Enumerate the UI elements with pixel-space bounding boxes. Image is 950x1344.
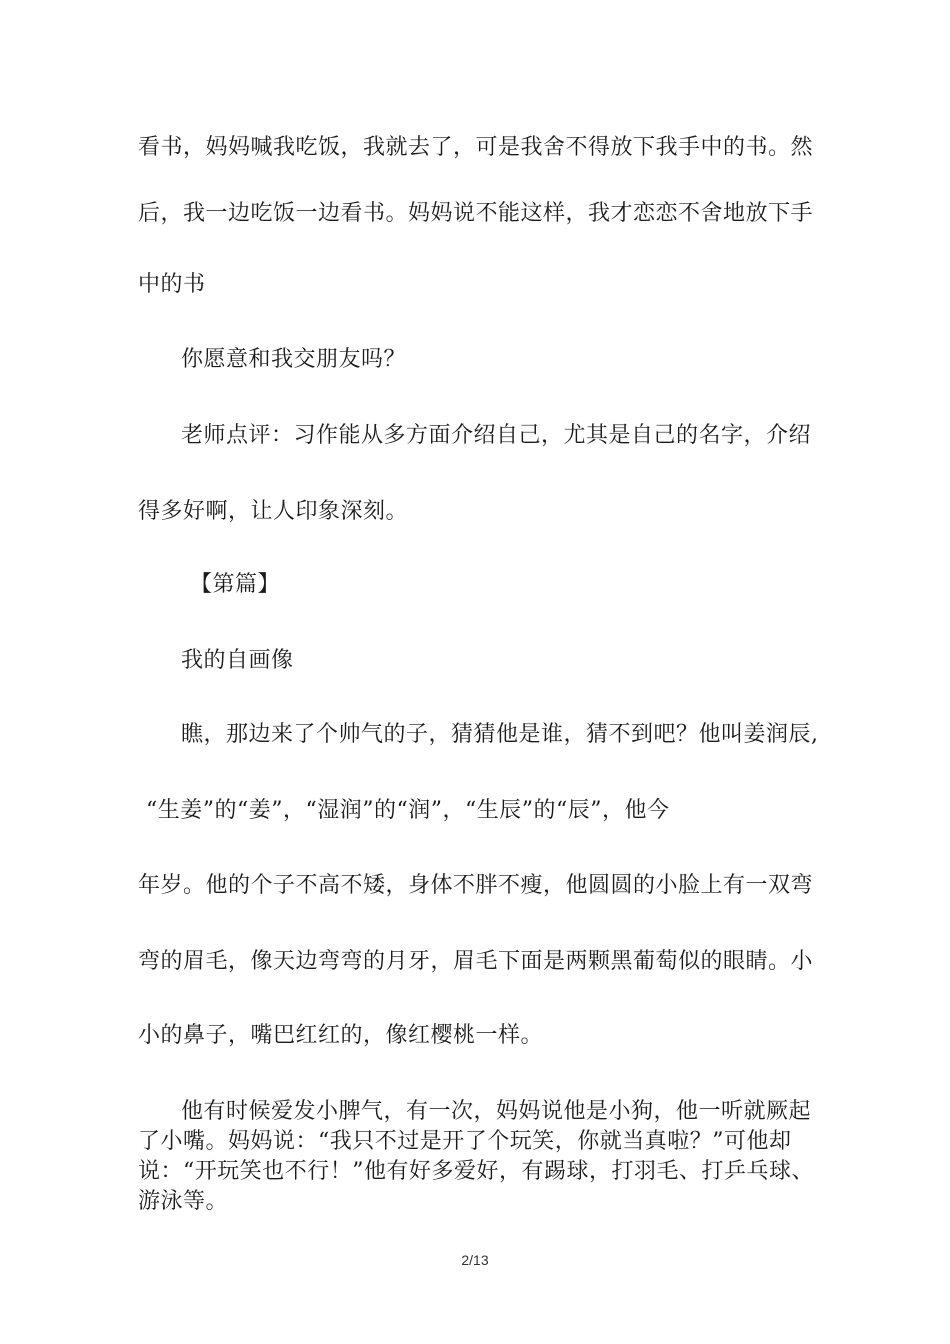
paragraph-line: 后，我一边吃饭一边看书。妈妈说不能这样，我才恋恋不舍地放下手 (138, 201, 814, 226)
paragraph-line: 了小嘴。妈妈说：“我只不过是开了个玩笑，你就当真啦？”可他却 (138, 1129, 792, 1154)
paragraph-line: 瞧，那边来了个帅气的子，猜猜他是谁，猜不到吧？他叫姜润辰, (181, 722, 819, 747)
paragraph-line: 中的书 (138, 272, 206, 297)
essay-title: 我的自画像 (181, 648, 294, 673)
paragraph-line: 弯的眉毛，像天边弯弯的月牙，眉毛下面是两颗黑葡萄似的眼睛。小 (138, 949, 814, 974)
paragraph-line: 看书，妈妈喊我吃饭，我就去了，可是我舍不得放下我手中的书。然 (138, 135, 814, 160)
section-heading: 【第篇】 (190, 572, 281, 597)
teacher-comment-line: 得多好啊，让人印象深刻。 (138, 499, 409, 524)
paragraph-line: 你愿意和我交朋友吗？ (181, 347, 407, 372)
teacher-comment-line: 老师点评：习作能从多方面介绍自己，尤其是自己的名字，介绍 (181, 423, 812, 448)
paragraph-line: 游泳等。 (138, 1189, 229, 1214)
paragraph-line: 说：“开玩笑也不行！”他有好多爱好，有踢球，打羽毛、打乒乓球、 (138, 1159, 814, 1184)
paragraph-line: “生姜”的“姜”，“湿润”的“润”，“生辰”的“辰”，他今 (146, 798, 670, 823)
page-number: 2/13 (461, 1252, 489, 1268)
paragraph-line: 他有时候爱发小脾气，有一次，妈妈说他是小狗，他一听就厥起 (181, 1099, 812, 1124)
paragraph-line: 小的鼻子，嘴巴红红的，像红樱桃一样。 (138, 1023, 544, 1048)
paragraph-line: 年岁。他的个子不高不矮，身体不胖不瘦，他圆圆的小脸上有一双弯 (138, 873, 814, 898)
